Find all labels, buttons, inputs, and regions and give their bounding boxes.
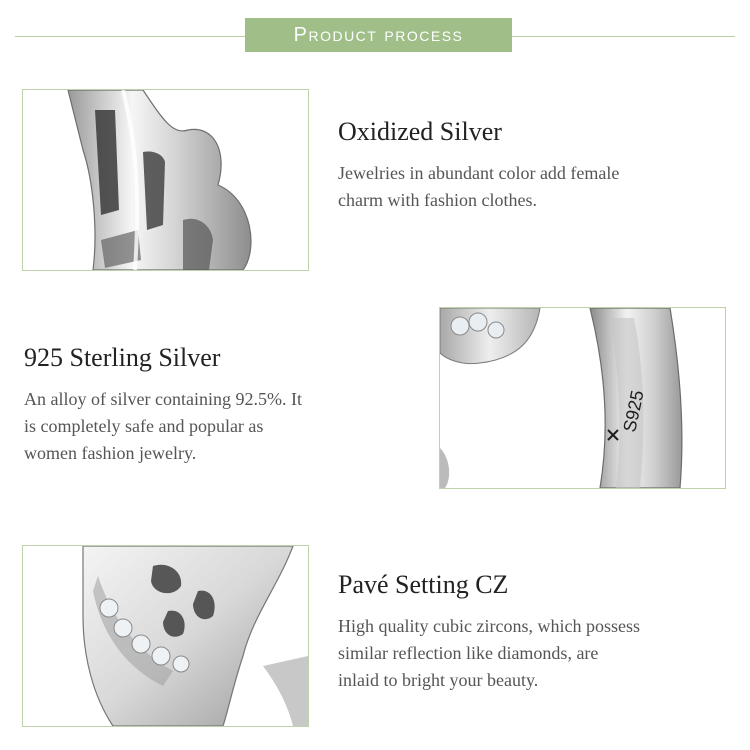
sterling-silver-title: 925 Sterling Silver — [24, 343, 221, 372]
pave-setting-closeup-illustration — [23, 546, 308, 726]
description-line: High quality cubic zircons, which possess — [338, 616, 640, 636]
description-line: charm with fashion clothes. — [338, 190, 537, 210]
pave-setting-title: Pavé Setting CZ — [338, 570, 509, 599]
description-line: similar reflection like diamonds, are — [338, 643, 599, 663]
ring-stamp-text: S925 — [619, 388, 648, 434]
sterling-silver-photo — [439, 307, 726, 489]
description-line: is completely safe and popular as — [24, 416, 264, 436]
description-line: An alloy of silver containing 92.5%. It — [24, 389, 302, 409]
oxidized-silver-photo — [22, 89, 309, 271]
pave-setting-photo — [22, 545, 309, 727]
pave-setting-description — [338, 613, 743, 694]
oxidized-silver-title: Oxidized Silver — [338, 117, 502, 146]
oxidized-silver-description — [338, 160, 738, 214]
silver-wing-closeup-illustration — [23, 90, 308, 270]
description-line: inlaid to bright your beauty. — [338, 670, 539, 690]
sterling-silver-description — [24, 386, 424, 467]
description-line: Jewelries in abundant color add female — [338, 163, 620, 183]
header-line-right — [512, 36, 735, 37]
section-header-banner — [245, 18, 512, 52]
header-line-left — [15, 36, 245, 37]
section-header-title: Product process — [293, 23, 464, 46]
silver-band-stamp-illustration — [440, 308, 725, 488]
description-line: women fashion jewelry. — [24, 443, 197, 463]
